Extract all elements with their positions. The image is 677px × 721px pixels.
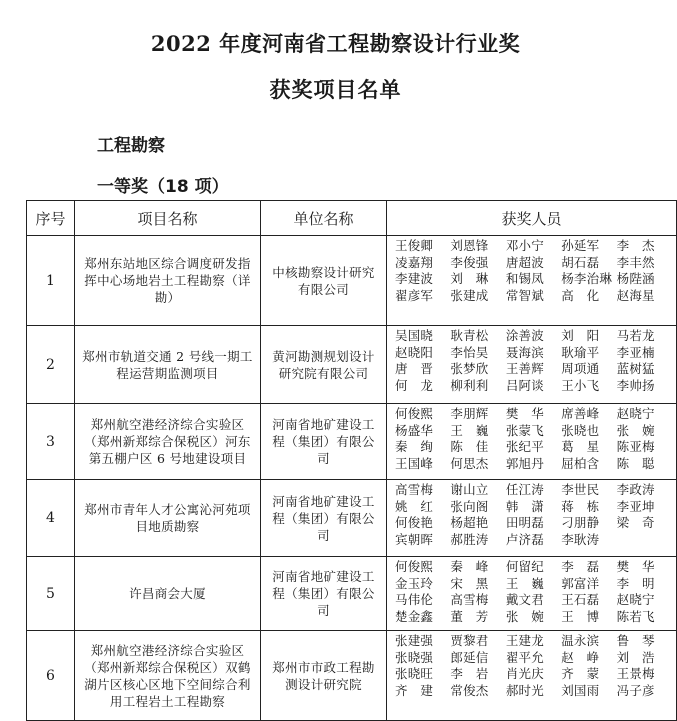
people-line xyxy=(395,406,672,423)
person-name: 王建龙 xyxy=(505,633,544,648)
project-name: 郑州航空港经济综合实验区（郑州新郑综合保税区）河东第五棚户区 6 号地建设项目 xyxy=(75,404,261,480)
person-name: 任江涛 xyxy=(505,482,544,497)
people-line xyxy=(395,559,672,576)
person-name: 邓小宁 xyxy=(505,238,544,253)
person-name: 张梦欣 xyxy=(450,361,489,377)
row-number: 6 xyxy=(27,631,75,721)
person-name: 李亚楠 xyxy=(616,344,655,360)
person-name: 田明磊 xyxy=(505,515,544,531)
person-name: 李政涛 xyxy=(616,482,655,497)
person-name: 蓝树猛 xyxy=(616,361,655,377)
person-name: 李俊强 xyxy=(450,254,489,270)
person-name: 高 化 xyxy=(561,287,600,303)
person-name: 樊 华 xyxy=(505,406,544,421)
person-name: 何俊艳 xyxy=(395,515,434,531)
person-name: 刘恩锋 xyxy=(450,238,489,253)
header-no: 序号 xyxy=(27,201,75,236)
project-name: 郑州航空港经济综合实验区（郑州新郑综合保税区）双鹤湖片区核心区地下空间综合利用工程岩土工程勘察 xyxy=(75,631,261,721)
person-name: 张晓也 xyxy=(561,422,600,438)
people-line xyxy=(395,345,672,362)
person-name: 吕阿谈 xyxy=(505,377,544,393)
person-name: 卢济磊 xyxy=(505,531,544,547)
person-name: 戴文君 xyxy=(505,592,544,608)
people-line xyxy=(395,499,672,516)
person-name: 张建成 xyxy=(450,287,489,303)
table-row xyxy=(27,631,677,721)
person-name: 郝时光 xyxy=(505,682,544,698)
people-line xyxy=(395,576,672,593)
person-name: 刘 阳 xyxy=(561,328,600,343)
person-name: 齐 建 xyxy=(395,682,434,698)
person-name: 鲁 琴 xyxy=(616,633,655,648)
person-name: 常俊杰 xyxy=(450,682,489,698)
project-name: 郑州东站地区综合调度研发指挥中心场地岩土工程勘察（详勘） xyxy=(75,236,261,326)
person-name: 凌嘉翔 xyxy=(395,254,434,270)
person-name: 李亚坤 xyxy=(616,498,655,514)
person-name: 聂海滨 xyxy=(505,344,544,360)
people-line xyxy=(395,532,672,549)
row-number: 4 xyxy=(27,480,75,557)
person-name: 李建波 xyxy=(395,271,434,287)
person-name: 赵 峥 xyxy=(561,649,600,665)
person-name: 和锡凤 xyxy=(505,271,544,287)
person-name: 王景梅 xyxy=(616,666,655,682)
person-name: 董 芳 xyxy=(450,608,489,624)
award-people xyxy=(387,480,677,557)
award-level-heading: 一等奖（18 项） xyxy=(97,177,229,197)
person-name: 翟平允 xyxy=(505,649,544,665)
people-line xyxy=(395,361,672,378)
person-name: 王善辉 xyxy=(505,361,544,377)
award-people xyxy=(387,631,677,721)
table-row xyxy=(27,557,677,631)
person-name: 葛 星 xyxy=(561,439,600,455)
person-name: 常智斌 xyxy=(505,287,544,303)
header-unit: 单位名称 xyxy=(261,201,387,236)
person-name: 杨陛涵 xyxy=(616,271,655,287)
people-line xyxy=(395,666,672,683)
row-number: 5 xyxy=(27,557,75,631)
unit-name: 郑州市市政工程勘测设计研究院 xyxy=(261,631,387,721)
person-name: 席善峰 xyxy=(561,406,600,421)
award-people xyxy=(387,326,677,404)
person-name: 马伟伦 xyxy=(395,592,434,608)
person-name: 刘 浩 xyxy=(616,649,655,665)
table-row xyxy=(27,404,677,480)
person-name: 陈亚梅 xyxy=(616,439,655,455)
person-name: 金玉玲 xyxy=(395,575,434,591)
document-subtitle: 获奖项目名单 xyxy=(269,77,402,102)
people-line xyxy=(395,255,672,272)
person-name: 蒋 栋 xyxy=(561,498,600,514)
person-name: 杨盛华 xyxy=(395,422,434,438)
person-name: 杨李治琳 xyxy=(561,271,613,287)
person-name: 贾黎君 xyxy=(450,633,489,648)
people-line xyxy=(395,633,672,650)
person-name: 秦 绚 xyxy=(395,439,434,455)
person-name: 张向阁 xyxy=(450,498,489,514)
person-name: 郎延信 xyxy=(450,649,489,665)
person-name: 李帅扬 xyxy=(616,377,655,393)
unit-name: 中核勘察设计研究有限公司 xyxy=(261,236,387,326)
person-name: 姚 红 xyxy=(395,498,434,514)
person-name: 赵晓宁 xyxy=(616,592,655,608)
person-name: 秦 峰 xyxy=(450,559,489,574)
person-name: 何留纪 xyxy=(505,559,544,574)
person-name: 宾朝晖 xyxy=(395,531,434,547)
person-name: 孙延军 xyxy=(561,238,600,253)
award-people xyxy=(387,236,677,326)
person-name: 张蒙飞 xyxy=(505,422,544,438)
person-name: 肖光庆 xyxy=(505,666,544,682)
person-name: 陈 佳 xyxy=(450,439,489,455)
person-name: 郭富洋 xyxy=(561,575,600,591)
person-name: 李 杰 xyxy=(616,238,655,253)
table-row xyxy=(27,480,677,557)
person-name: 高雪梅 xyxy=(450,592,489,608)
person-name: 何 龙 xyxy=(395,377,434,393)
document-title: 2022 年度河南省工程勘察设计行业奖 xyxy=(150,31,521,56)
person-name: 柳利利 xyxy=(450,377,489,393)
people-line xyxy=(395,288,672,305)
people-line xyxy=(395,328,672,345)
people-line xyxy=(395,238,672,255)
person-name xyxy=(617,532,672,549)
person-name: 周项通 xyxy=(561,361,600,377)
header-people: 获奖人员 xyxy=(387,201,677,236)
award-table xyxy=(26,200,677,721)
person-name: 楚金鑫 xyxy=(395,608,434,624)
project-name: 郑州市青年人才公寓沁河苑项目地质勘察 xyxy=(75,480,261,557)
person-name: 韩 潇 xyxy=(505,498,544,514)
person-name: 刁朋静 xyxy=(561,515,600,531)
person-name: 涂善波 xyxy=(505,328,544,343)
person-name: 翟彦军 xyxy=(395,287,434,303)
unit-name: 黄河勘测规划设计研究院有限公司 xyxy=(261,326,387,404)
table-row xyxy=(27,326,677,404)
person-name: 王国峰 xyxy=(395,455,434,471)
person-name: 耿瑜平 xyxy=(561,344,600,360)
person-name: 齐 蒙 xyxy=(561,666,600,682)
person-name: 张晓旺 xyxy=(395,666,434,682)
person-name: 刘国雨 xyxy=(561,682,600,698)
person-name: 张 婉 xyxy=(616,422,655,438)
person-name: 陈 聪 xyxy=(616,455,655,471)
person-name: 郝胜涛 xyxy=(450,531,489,547)
person-name: 陈若飞 xyxy=(616,608,655,624)
person-name: 李朋辉 xyxy=(450,406,489,421)
table-row xyxy=(27,236,677,326)
person-name: 高雪梅 xyxy=(395,482,434,497)
person-name: 李世民 xyxy=(561,482,600,497)
person-name: 张晓强 xyxy=(395,649,434,665)
person-name: 温永滨 xyxy=(561,633,600,648)
person-name: 樊 华 xyxy=(616,559,655,574)
project-name: 郑州市轨道交通 2 号线一期工程运营期监测项目 xyxy=(75,326,261,404)
people-line xyxy=(395,650,672,667)
people-line xyxy=(395,515,672,532)
person-name: 屈柏含 xyxy=(561,455,600,471)
unit-name: 河南省地矿建设工程（集团）有限公司 xyxy=(261,557,387,631)
table-header-row xyxy=(27,201,677,236)
person-name: 冯子彦 xyxy=(616,682,655,698)
header-project: 项目名称 xyxy=(75,201,261,236)
people-line xyxy=(395,423,672,440)
person-name: 张 婉 xyxy=(505,608,544,624)
person-name: 王俊卿 xyxy=(395,238,434,253)
person-name: 吴国晓 xyxy=(395,328,434,343)
unit-name: 河南省地矿建设工程（集团）有限公司 xyxy=(261,404,387,480)
people-line xyxy=(395,482,672,499)
person-name: 胡石磊 xyxy=(561,254,600,270)
person-name: 张建强 xyxy=(395,633,434,648)
person-name: 郭旭丹 xyxy=(505,455,544,471)
person-name: 何俊熙 xyxy=(395,559,434,574)
person-name: 王 巍 xyxy=(450,422,489,438)
person-name: 梁 奇 xyxy=(616,515,655,531)
person-name: 赵晓阳 xyxy=(395,344,434,360)
person-name: 杨超艳 xyxy=(450,515,489,531)
person-name: 何思杰 xyxy=(450,455,489,471)
person-name: 耿青松 xyxy=(450,328,489,343)
person-name: 李耿涛 xyxy=(561,531,600,547)
person-name: 赵海星 xyxy=(616,287,655,303)
person-name: 赵晓宁 xyxy=(616,406,655,421)
unit-name: 河南省地矿建设工程（集团）有限公司 xyxy=(261,480,387,557)
person-name: 王小飞 xyxy=(561,377,600,393)
person-name: 李丰然 xyxy=(616,254,655,270)
person-name: 王 博 xyxy=(561,608,600,624)
people-line xyxy=(395,456,672,473)
person-name: 王 巍 xyxy=(505,575,544,591)
award-people xyxy=(387,404,677,480)
row-number: 3 xyxy=(27,404,75,480)
project-name: 许昌商会大厦 xyxy=(75,557,261,631)
person-name: 马若龙 xyxy=(616,328,655,343)
people-line xyxy=(395,609,672,626)
people-line xyxy=(395,683,672,700)
person-name: 王石磊 xyxy=(561,592,600,608)
award-people xyxy=(387,557,677,631)
people-line xyxy=(395,439,672,456)
person-name: 何俊熙 xyxy=(395,406,434,421)
person-name: 刘 琳 xyxy=(450,271,489,287)
person-name: 唐超波 xyxy=(505,254,544,270)
row-number: 2 xyxy=(27,326,75,404)
people-line xyxy=(395,592,672,609)
person-name: 宋 黑 xyxy=(450,575,489,591)
person-name: 李 明 xyxy=(616,575,655,591)
people-line xyxy=(395,271,672,288)
row-number: 1 xyxy=(27,236,75,326)
person-name: 谢山立 xyxy=(450,482,489,497)
person-name: 唐 晋 xyxy=(395,361,434,377)
people-line xyxy=(395,378,672,395)
person-name: 李 岩 xyxy=(450,666,489,682)
section-heading: 工程勘察 xyxy=(97,136,165,156)
person-name: 李 磊 xyxy=(561,559,600,574)
person-name: 张纪平 xyxy=(505,439,544,455)
person-name: 李怡昊 xyxy=(450,344,489,360)
